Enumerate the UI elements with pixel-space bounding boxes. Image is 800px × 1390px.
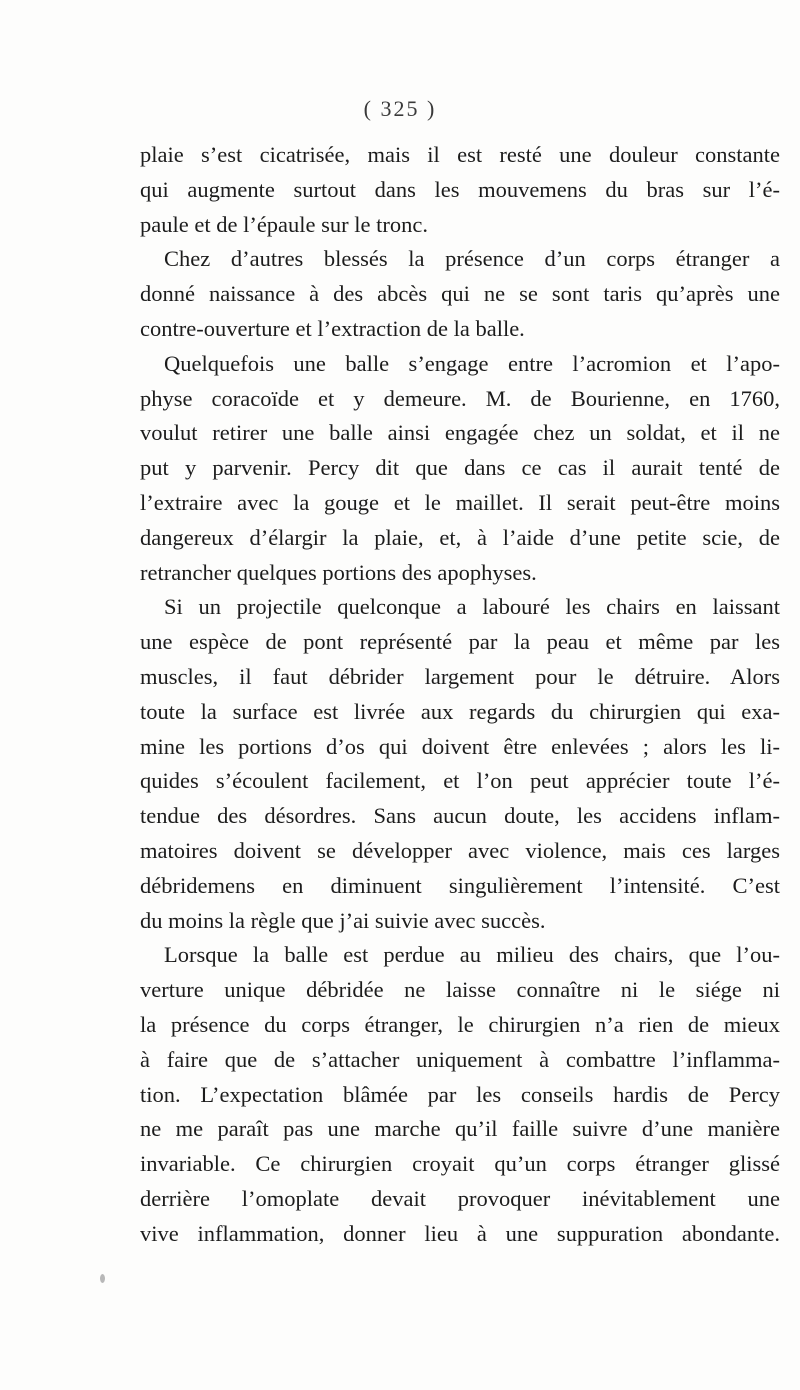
text-line: donné naissance à des abcès qui ne se sont taris qu’après une: [140, 281, 780, 307]
text-line: du moins la règle que j’ai suivie avec succès.: [140, 907, 546, 933]
text-line: plaie s’est cicatrisée, mais il est resté une douleur constante: [140, 142, 780, 167]
text-line: verture unique débridée ne laisse connaître ni le siége ni: [140, 977, 780, 1003]
text-line: contre-ouverture et l’extraction de la balle.: [140, 315, 525, 341]
text-line: Quelquefois une balle s’engage entre l’acromion et l’apo-: [164, 350, 780, 376]
text-line: paule et de l’épaule sur le tronc.: [140, 211, 428, 237]
text-line: toute la surface est livrée aux regards du chirurgien qui exa-: [140, 698, 780, 724]
text-line: Chez d’autres blessés la présence d’un corps étranger a: [164, 246, 780, 272]
text-line: Si un projectile quelconque a labouré les chairs en laissant: [164, 594, 780, 620]
text-line: derrière l’omoplate devait provoquer inévitablement une: [140, 1185, 780, 1211]
text-line: voulut retirer une balle ainsi engagée chez un soldat, et il ne: [140, 420, 780, 446]
text-line: retrancher quelques portions des apophyses.: [140, 559, 537, 585]
text-line: une espèce de pont représenté par la peau et même par les: [140, 629, 780, 655]
text-line: matoires doivent se développer avec violence, mais ces larges: [140, 837, 780, 863]
text-line: tendue des désordres. Sans aucun doute, les accidens inflam-: [140, 803, 780, 829]
text-line: vive inflammation, donner lieu à une suppuration abondante.: [140, 1220, 780, 1246]
text-line: dangereux d’élargir la plaie, et, à l’aide d’une petite scie, de: [140, 524, 780, 550]
text-line: muscles, il faut débrider largement pour le détruire. Alors: [140, 663, 780, 689]
text-line: la présence du corps étranger, le chirurgien n’a rien de mieux: [140, 1011, 780, 1037]
text-line: à faire que de s’attacher uniquement à combattre l’inflamma-: [140, 1046, 780, 1072]
text-line: physe coracoïde et y demeure. M. de Bourienne, en 1760,: [140, 385, 780, 411]
text-line: qui augmente surtout dans les mouvemens du bras sur l’é-: [140, 176, 780, 202]
paper-speck: [100, 1274, 105, 1283]
text-line: put y parvenir. Percy dit que dans ce cas il aurait tenté de: [140, 455, 780, 481]
text-line: invariable. Ce chirurgien croyait qu’un corps étranger glissé: [140, 1151, 780, 1177]
text-line: tion. L’expectation blâmée par les conseils hardis de Percy: [140, 1081, 780, 1107]
page-number: ( 325 ): [363, 96, 437, 121]
text-line: l’extraire avec la gouge et le maillet. Il serait peut-être moins: [140, 489, 780, 515]
body-text: [140, 138, 780, 1252]
text-line: ne me paraît pas une marche qu’il faille suivre d’une manière: [140, 1116, 780, 1142]
text-line: mine les portions d’os qui doivent être enlevées ; alors les li-: [140, 733, 780, 759]
text-line: quides s’écoulent facilement, et l’on peut apprécier toute l’é-: [140, 768, 780, 794]
text-line: débridemens en diminuent singulièrement l’intensité. C’est: [140, 872, 780, 898]
text-line: Lorsque la balle est perdue au milieu des chairs, que l’ou-: [164, 942, 780, 968]
